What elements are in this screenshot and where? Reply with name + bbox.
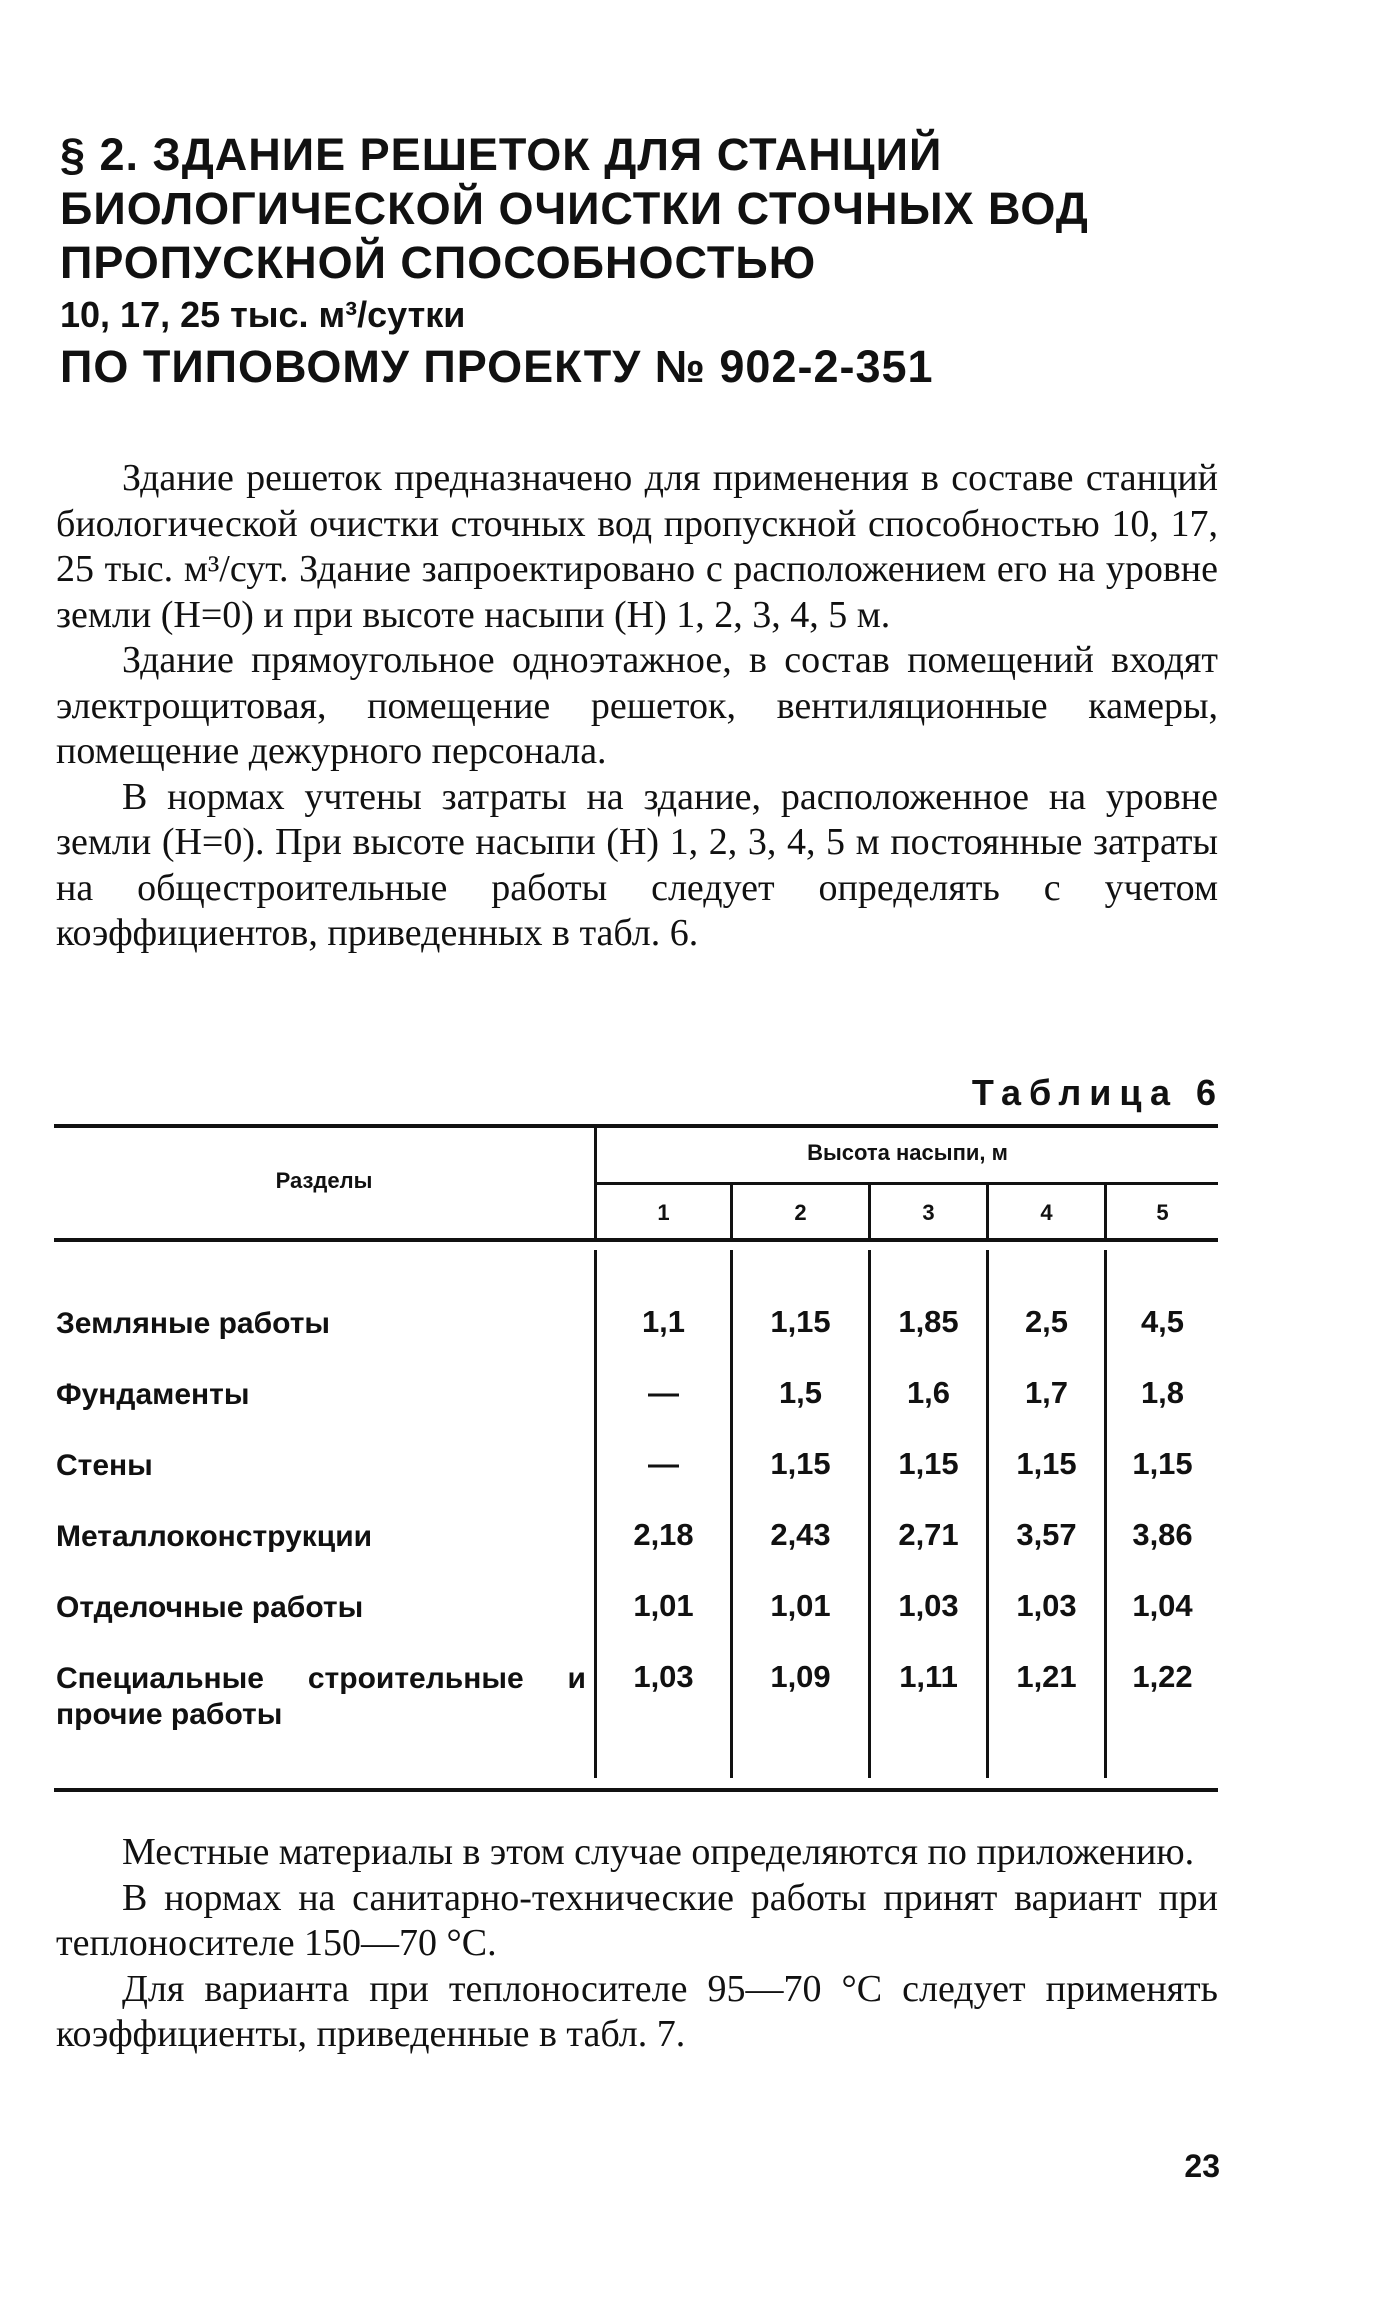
table-cell: 1,03: [898, 1588, 959, 1623]
height-header-1: 1: [657, 1200, 670, 1225]
table-cell: 1,03: [633, 1659, 694, 1694]
table-cell: —: [648, 1375, 679, 1410]
title-line-2: БИОЛОГИЧЕСКОЙ ОЧИСТКИ СТОЧНЫХ ВОД: [60, 183, 1089, 234]
row-label-special-works: Специальные строительные и: [56, 1662, 586, 1695]
height-header-4: 4: [1040, 1200, 1053, 1225]
section-title: [60, 128, 1210, 394]
row-label-metal-structures: Металлоконструкции: [56, 1520, 373, 1553]
table-cell: 1,6: [906, 1375, 951, 1410]
table-cell: 1,03: [1016, 1588, 1077, 1623]
intro-paragraph-1: Здание решеток предназначено для применения в составе станций биологической очистки сточных вод пропускной способностью 10, 17, 25 тыс. м³/сут. Здание запроектировано с расположением его на уровне земли (Н=0) и при высоте насыпи (Н) 1, 2, 3, 4, 5 м.: [56, 457, 1218, 636]
outro-paragraph-3: Для варианта при теплоносителе 95—70 °С следует применять коэффициенты, приведенные в табл. 7.: [56, 1967, 1218, 2055]
table-cell: 1,85: [898, 1304, 959, 1339]
outro-paragraph-2: В нормах на санитарно-технические работы принят вариант при теплоносителе 150—70 °С.: [56, 1876, 1218, 1964]
height-header-5: 5: [1156, 1200, 1169, 1225]
table-cell: 4,5: [1140, 1304, 1185, 1339]
table-cell: 1,5: [778, 1375, 823, 1410]
table-cell: 3,57: [1016, 1517, 1077, 1552]
row-label-foundations: Фундаменты: [56, 1378, 250, 1411]
table-cell: 1,7: [1024, 1375, 1069, 1410]
coefficients-table: [54, 1124, 1218, 1800]
table-cell: 1,04: [1132, 1588, 1193, 1623]
table-cell: 1,11: [899, 1659, 958, 1694]
title-line-1: § 2. ЗДАНИЕ РЕШЕТОК ДЛЯ СТАНЦИЙ: [60, 129, 943, 180]
table-cell: 1,01: [770, 1588, 831, 1623]
outro-paragraph-1: Местные материалы в этом случае определяются по приложению.: [122, 1831, 1195, 1873]
row-label-walls: Стены: [56, 1449, 153, 1482]
table-cell: 3,86: [1132, 1517, 1193, 1552]
title-line-3: ПРОПУСКНОЙ СПОСОБНОСТЬЮ: [60, 237, 817, 288]
table-cell: 1,21: [1016, 1659, 1077, 1694]
table-cell: 1,15: [1132, 1446, 1193, 1481]
intro-paragraph-3: В нормах учтены затраты на здание, расположенное на уровне земли (Н=0). При высоте насыпи (Н) 1, 2, 3, 4, 5 м постоянные затраты на общестроительные работы следует определять с учетом коэффициентов, приведенных в табл. 6.: [56, 775, 1218, 954]
row-label-finishing: Отделочные работы: [56, 1591, 364, 1624]
table-cell: 1,8: [1140, 1375, 1185, 1410]
column-header-sections: Разделы: [275, 1168, 373, 1193]
table-cell: 1,15: [770, 1304, 831, 1339]
row-label-special-works-cont: прочие работы: [56, 1698, 283, 1731]
title-line-4: 10, 17, 25 тыс. м³/сутки: [60, 294, 466, 335]
header-bottom-rule: [54, 1238, 1218, 1242]
table-cell: 1,15: [898, 1446, 959, 1481]
table-cell: 1,15: [770, 1446, 831, 1481]
height-header-3: 3: [922, 1200, 935, 1225]
table-cell: —: [648, 1446, 679, 1481]
table-cell: 2,71: [898, 1517, 959, 1552]
column-header-height: Высота насыпи, м: [807, 1140, 1008, 1165]
table-cell: 2,18: [633, 1517, 694, 1552]
table-cell: 1,15: [1016, 1446, 1077, 1481]
title-line-5: ПО ТИПОВОМУ ПРОЕКТУ № 902-2-351: [60, 341, 934, 392]
table-cell: 2,43: [770, 1517, 831, 1552]
table-cell: 1,22: [1132, 1659, 1193, 1694]
page-number: 23: [1184, 2148, 1220, 2184]
table-caption: Таблица 6: [971, 1072, 1224, 1113]
intro-text: [56, 456, 1218, 957]
intro-paragraph-2: Здание прямоугольное одноэтажное, в состав помещений входят электрощитовая, помещение решеток, вентиляционные камеры, помещение дежурного персонала.: [56, 639, 1218, 772]
table-cell: 1,09: [770, 1659, 831, 1694]
outro-text: [56, 1830, 1218, 2058]
header-sub-rule: [594, 1182, 1218, 1185]
row-label-earthworks: Земляные работы: [56, 1307, 331, 1340]
table-cell: 1,1: [641, 1304, 686, 1339]
height-header-2: 2: [794, 1200, 807, 1225]
table-top-rule: [54, 1124, 1218, 1128]
table-cell: 1,01: [633, 1588, 694, 1623]
table-bottom-rule: [54, 1788, 1218, 1792]
table-cell: 2,5: [1024, 1304, 1069, 1339]
